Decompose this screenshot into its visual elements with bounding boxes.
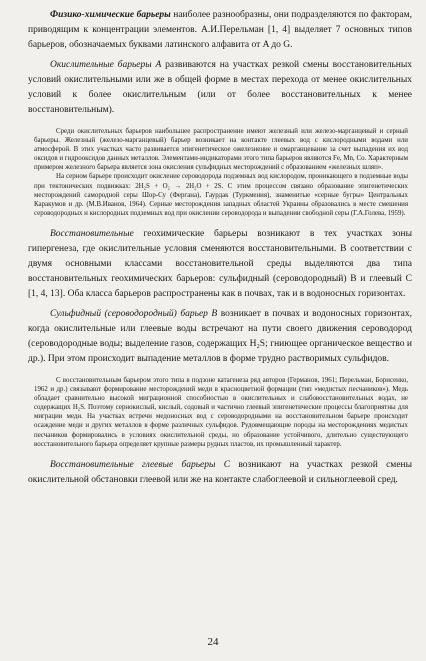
paragraph-text: возникают на участках резкой смены окислительной обстановки глеевой или же на контакте слабоглеевой и сильноглеевой сред.: [28, 459, 412, 485]
note-copper-deposits: С восстановительным барьером этого типа в подзоне катагенеза ряд авторов (Германов, 1961; Перельман, Борисенко, 1962 и др.) связывают формирование месторождений меди в красноцветной формации (тип «медистых песчаников»). Медь обладает сравнительно высокой миграционной способностью в окислительных и слабовосстановительных водах, не содержащих H₂S. Поэтому сернокислый, кислый, содовый и частично глеевый эпигенетические процессы благоприятны для миграции меди. На участках встречи медоносных вод с сероводородными на восстановительном барьере происходит осаждение меди и других металлов в форме различных сульфидов. Рудовмещающие породы на месторождениях медистых песчаников формировались в условиях окислительной среды, но образование устойчивого, длительно существующего восстановительного барьера определяет крупные размеры рудных пластов, их промышленный характер.: [34, 376, 408, 448]
paragraph-text: геохимические барьеры возникают в тех участках зоны гипергенеза, где окислительные условия сменяются восстановительными. В соответствии с двумя основными классами восстановительной среды выделяются два типа восстановительных геохимических барьеров: сульфидный (сероводородный) В и глеевый С [1, 4, 13]. Оба класса барьеров распространены как в почвах, так и в водоносных горизонтах.: [28, 228, 412, 299]
page-number: 24: [207, 636, 219, 648]
term-oxidation-barriers: Окислительные барьеры А: [50, 60, 162, 70]
term-physchem-barriers: Физико-химические барьеры: [50, 10, 171, 20]
term-reduction-barriers: Восстановительные: [50, 228, 134, 239]
term-gley-barriers: Восстановительные глеевые барьеры С: [50, 459, 231, 470]
term-sulfide-barrier: Сульфидный (сероводородный) барьер В: [50, 308, 218, 319]
paragraph-oxidation-barriers: [28, 58, 412, 118]
paragraph-gley-barriers: [28, 458, 412, 488]
note-iron-barrier: Среди окислительных барьеров наибольшее распространение имеют железный или железо-марганцевый и серный барьеры. Железный (железо-марганцевый) барьер возникает на контакте глеевых вод с кислородными водами или атмосферой. В этих участках часто развивается эпигенетическое ожелезнение и омарганцевание за счет выпадения их вод оксидов и гидрооксидов данных металлов. Элементами-индикаторами этого типа барьеров являются Fe, Mn, Co. Характерным примером железного барьера является зона окисления сульфидных месторождений с образованием «железных шляп».: [34, 128, 408, 172]
paragraph-reduction-barriers: [28, 227, 412, 302]
paragraph-text: наиболее разнообразны, они подразделяются по факторам, приводящим к концентрации элементов. А.И.Перельман [1, 4] выделяет 7 основных типов барьеров, обозначаемых буквами латинского алфавита от A до G.: [28, 10, 412, 50]
paragraph-text: возникает в почвах и водоносных горизонтах, когда окислительные или глеевые воды встречают на пути своего движения сероводород (сероводородные воды; выделение газов, содержащих H₂S; гниющее органическое вещество и др.). При этом происходит выпадение металлов в форме трудно растворимых сульфидов.: [28, 308, 412, 364]
paragraph-physchem-barriers: [28, 8, 412, 53]
paragraph-sulfide-barrier: [28, 307, 412, 367]
paragraph-text: развиваются на участках резкой смены восстановительных условий окислительными или же в общей форме в местах перехода от менее окислительных условий к более окислительным (или от более восстановительных к менее восстановительным).: [28, 60, 412, 115]
note-sulfur-barrier: На серном барьере происходит окисление сероводорода подземных вод кислородом, проникающего в подземные воды при тектонических подвижках: 2H₂S + O₂ → 2H₂O + 2S. С этим процессом связано образование эпигенетических месторождений самородной серы Шор-Су (Фергана), Гаурдак (Туркмения), знаменитые «серные бугры» Центральных Каракумов и др. (М.В.Иванов, 1964). Серные месторождения западных областей Украины образовались в месте смешения сероводородных и кислородных подземных вод при окислении сероводорода и выпадении свободной серы (Г.А.Голева, 1959).: [34, 173, 408, 217]
